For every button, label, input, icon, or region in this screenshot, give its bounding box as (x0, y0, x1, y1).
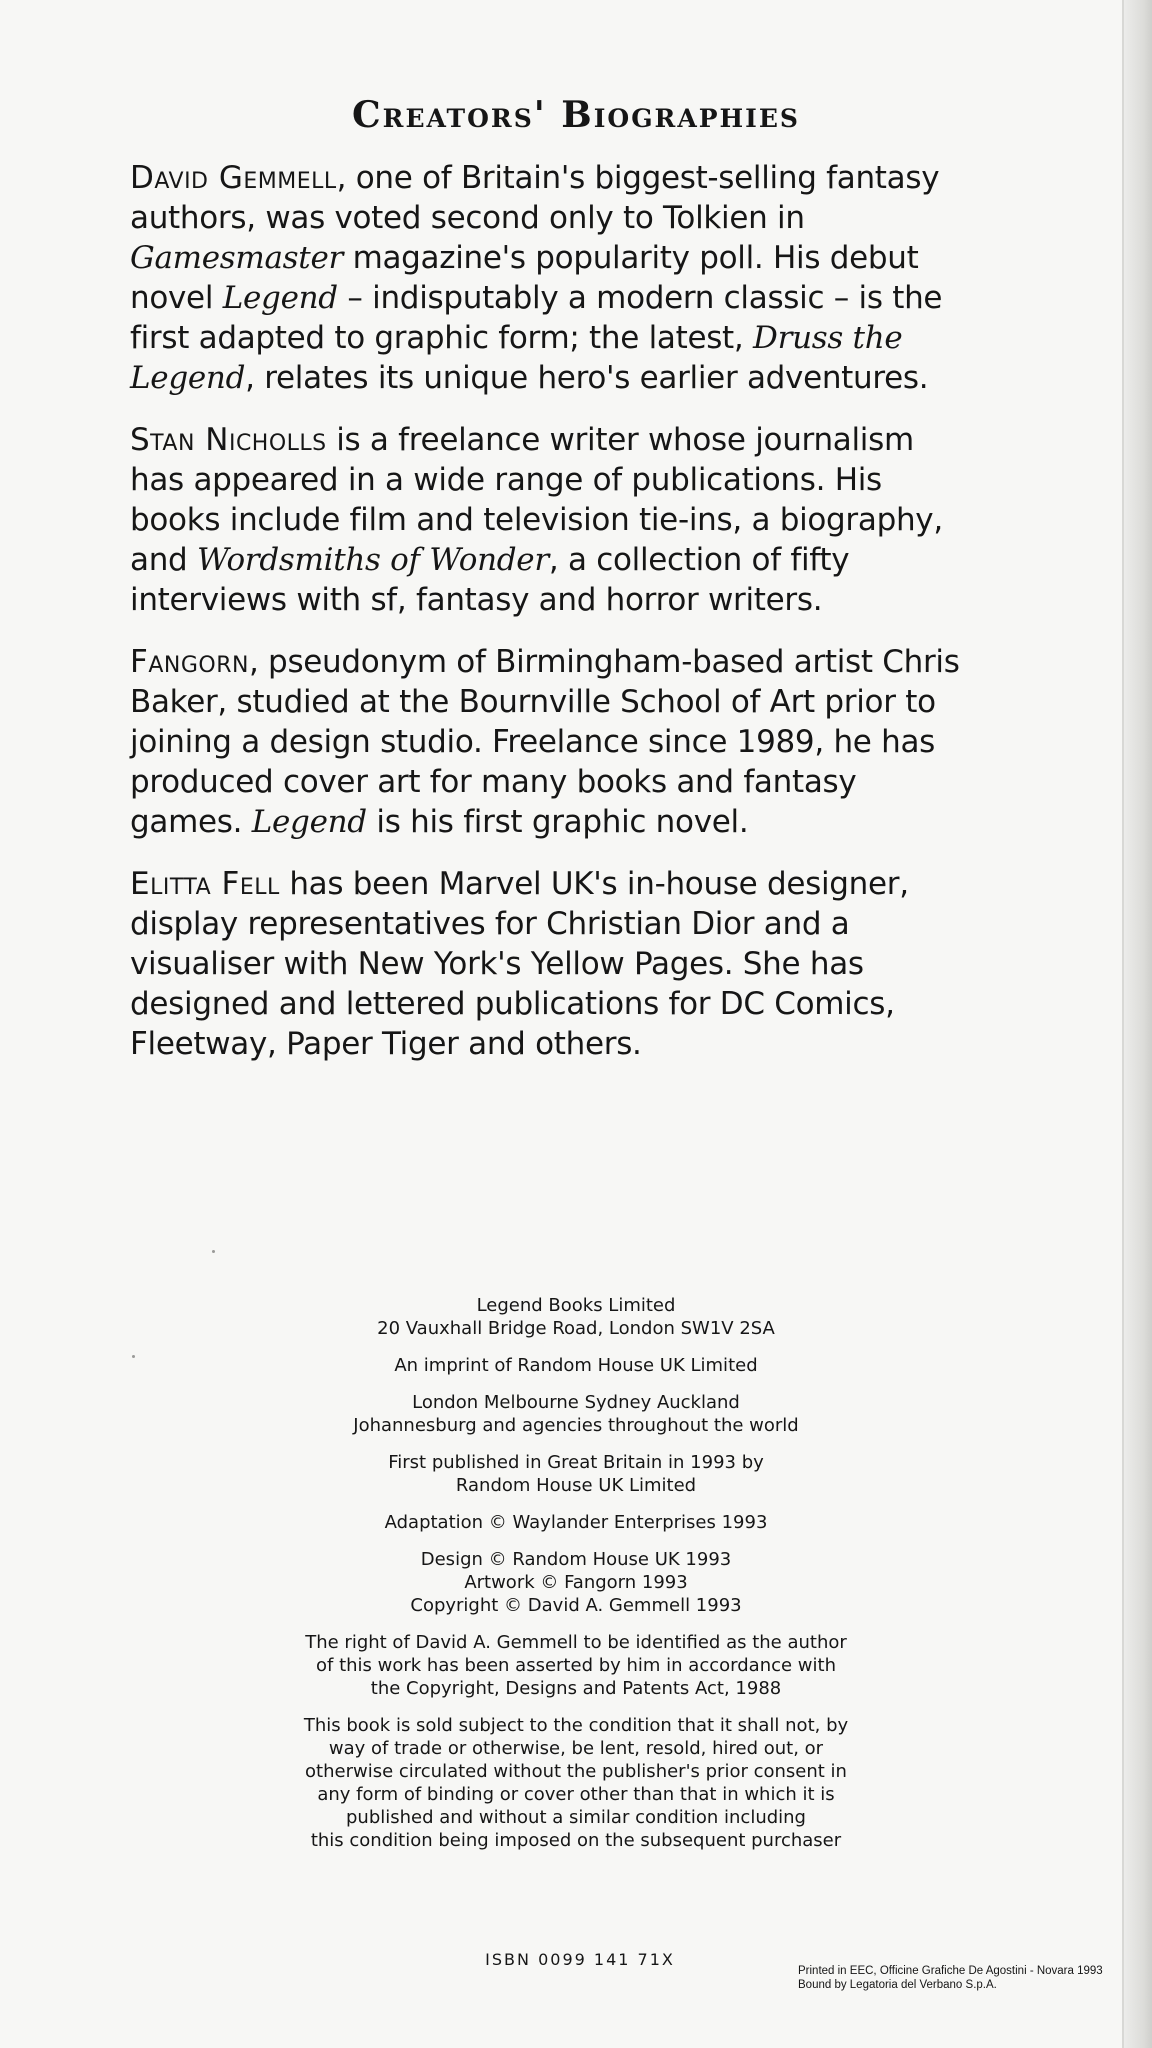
publisher-address: 20 Vauxhall Bridge Road, London SW1V 2SA (377, 1318, 775, 1339)
paper-speck (132, 1355, 135, 1358)
bio-name: Fangorn (130, 644, 249, 680)
first-published (226, 1451, 926, 1497)
cities (226, 1391, 926, 1437)
moral-rights-line: The right of David A. Gemmell to be identified as the author (305, 1632, 847, 1653)
isbn: ISBN 0099 141 71X (485, 1950, 675, 1969)
condition-line: published and without a similar condition including (346, 1807, 806, 1828)
condition-line: any form of binding or cover other than that in which it is (317, 1784, 835, 1805)
italic-title: Druss the Legend (130, 320, 903, 396)
bio-paragraph: Fangorn, pseudonym of Birmingham-based artist Chris Baker, studied at the Bournville School of Art prior to joining a design studio. Freelance since 1989, he has produced cover art for many books and fantasy games. Legend is his first graphic novel. (130, 644, 960, 840)
page-title: Creators' Biographies (352, 94, 800, 137)
italic-title: Legend (251, 804, 367, 840)
italic-title: Wordsmiths of Wonder (196, 542, 549, 578)
moral-rights-notice (226, 1631, 926, 1700)
cities-line-2: Johannesburg and agencies throughout the world (353, 1415, 799, 1436)
paper-speck (212, 1250, 215, 1253)
condition-line: This book is sold subject to the condition that it shall not, by (303, 1715, 849, 1736)
condition-line: way of trade or otherwise, be lent, resold, hired out, or (328, 1738, 824, 1759)
moral-rights-line: of this work has been asserted by him in accordance with (316, 1655, 836, 1676)
copyright-credit: Copyright © David A. Gemmell 1993 (410, 1595, 742, 1616)
artwork-credit: Artwork © Fangorn 1993 (464, 1572, 688, 1593)
publisher-info (226, 1294, 926, 1340)
italic-title: Legend (222, 280, 338, 316)
sale-condition-notice (226, 1714, 926, 1852)
copyright-credits (226, 1548, 926, 1617)
printer-line: Printed in EEC, Officine Grafiche De Agostini - Novara 1993 (798, 1965, 1103, 1977)
condition-line: this condition being imposed on the subsequent purchaser (310, 1830, 842, 1851)
publisher-name: Legend Books Limited (476, 1295, 676, 1316)
bio-paragraph: David Gemmell, one of Britain's biggest-selling fantasy authors, was voted second only to Tolkien in Gamesmaster magazine's popularity poll. His debut novel Legend – indisputably a modern classic – is the first adapted to graphic form; the latest, Druss the Legend, relates its unique hero's earlier adventures. (130, 160, 943, 396)
italic-title: Gamesmaster (130, 240, 344, 276)
moral-rights-line: the Copyright, Designs and Patents Act, 1988 (370, 1678, 782, 1699)
cities-line-1: London Melbourne Sydney Auckland (412, 1392, 740, 1413)
page-edge (1124, 0, 1152, 2048)
printer-info (798, 1964, 1138, 1992)
bio-paragraph: Stan Nicholls is a freelance writer whose journalism has appeared in a wide range of publications. His books include film and television tie-ins, a biography, and Wordsmiths of Wonder, a collection of fifty interviews with sf, fantasy and horror writers. (130, 422, 943, 618)
first-published-line-1: First published in Great Britain in 1993 by (388, 1452, 764, 1473)
condition-line: otherwise circulated without the publisher's prior consent in (305, 1761, 847, 1782)
bio-paragraph: Elitta Fell has been Marvel UK's in-house designer, display representatives for Christian Dior and a visualiser with New York's Yellow Pages. She has designed and lettered publications for DC Comics, Fleetway, Paper Tiger and others. (130, 866, 909, 1062)
bio-name: Stan Nicholls (130, 422, 327, 458)
design-credit: Design © Random House UK 1993 (420, 1549, 732, 1570)
binder-line: Bound by Legatoria del Verbano S.p.A. (798, 1979, 997, 1991)
bio-name: David Gemmell (130, 160, 337, 196)
first-published-line-2: Random House UK Limited (455, 1475, 697, 1496)
adaptation-credit: Adaptation © Waylander Enterprises 1993 (384, 1512, 768, 1533)
bio-name: Elitta Fell (130, 866, 280, 902)
biographies-section (130, 158, 960, 1086)
imprint-block (226, 1294, 926, 1852)
imprint-of: An imprint of Random House UK Limited (394, 1355, 758, 1376)
